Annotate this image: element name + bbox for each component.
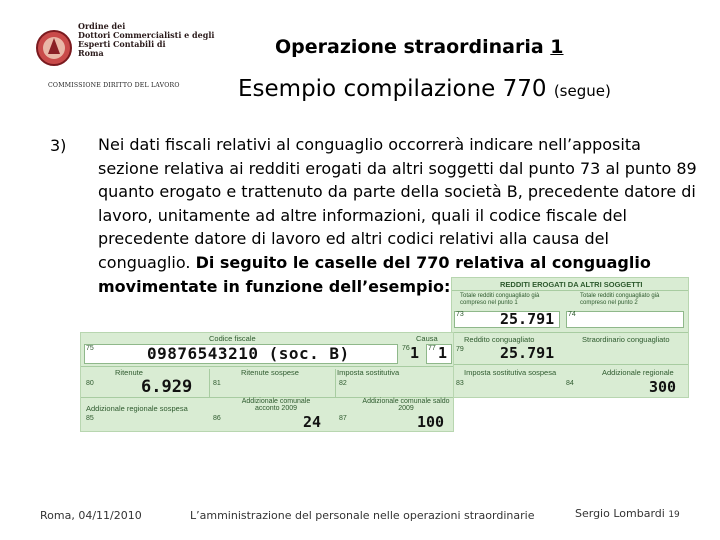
- logo-subtitle: COMMISSIONE DIRITTO DEL LAVORO: [48, 82, 180, 89]
- slide-title: [275, 36, 564, 58]
- form-datore-precedente: [80, 332, 454, 432]
- logo-text: [78, 22, 214, 58]
- field-number-75: 75: [86, 345, 94, 352]
- field-label-80: Straordinario conguagliato: [582, 335, 670, 344]
- paragraph-bold-text: Di seguito le caselle del 770 relativa al conguaglio movimentate in funzione dell’esempio:: [98, 252, 651, 296]
- field-label-addreg: Addizionale regionale sospesa: [86, 404, 188, 413]
- seal-icon: [34, 28, 74, 68]
- divider: [452, 290, 688, 291]
- field-number-83: 83: [456, 380, 464, 387]
- slide-subtitle: [238, 76, 611, 102]
- field-value-79: 25.791: [500, 344, 555, 362]
- field-value-84: 300: [649, 378, 677, 396]
- logo-line: Esperti Contabili di: [78, 39, 166, 49]
- subtitle-text: Esempio compilazione 770: [238, 76, 554, 102]
- divider: [81, 366, 453, 367]
- divider: [209, 369, 210, 397]
- title-number: 1: [550, 36, 564, 58]
- field-value-73: 25.791: [500, 310, 555, 328]
- logo-line: Ordine dei: [78, 21, 126, 31]
- divider: [452, 364, 688, 365]
- page-number: 19: [668, 510, 680, 520]
- footer-date: Roma, 04/11/2010: [40, 509, 142, 522]
- form-redditi-altri-soggetti: [451, 277, 689, 398]
- paragraph-text: Nei dati fiscali relativi al conguaglio occorrerà indicare nell’apposita sezione relativa ai redditi erogati da altri soggetti dal punto 73 al punto 89 quanto erogato e trattenuto da parte della società B, precedente datore di lavoro, unitamente ad altre informazioni, quali il codice fiscale del precedente datore di lavoro ed altri codici relativi alla causa del conguaglio.: [98, 135, 697, 272]
- field-label-saldo: Addizionale comunale saldo 2009: [362, 398, 450, 412]
- field-label-73: Totale redditi conguagliato già compreso nel punto 1: [460, 293, 540, 306]
- title-text: Operazione straordinaria: [275, 36, 551, 58]
- divider: [335, 369, 336, 397]
- field-label-79: Reddito conguagliato: [464, 335, 535, 344]
- field-label-ritenute: Ritenute: [115, 368, 143, 377]
- field-number-79: 79: [456, 346, 464, 353]
- order-logo: [34, 18, 224, 92]
- field-number-80: 80: [86, 380, 94, 387]
- field-label-74: Totale redditi conguagliato già compreso nel punto 2: [580, 293, 660, 306]
- field-number-76: 76: [402, 345, 410, 352]
- field-value-ritenute: 6.929: [141, 377, 193, 397]
- item-number: 3): [50, 136, 67, 155]
- field-label-84: Addizionale regionale: [602, 368, 674, 377]
- field-value-77: 1: [438, 344, 448, 362]
- field-label-imposta: Imposta sostitutiva: [337, 368, 400, 377]
- footer-author: [575, 507, 680, 520]
- field-number-85: 85: [86, 415, 94, 422]
- body-paragraph: [98, 133, 698, 298]
- logo-line: Dottori Commercialisti e degli: [78, 30, 215, 40]
- form-section-header: REDDITI EROGATI DA ALTRI SOGGETTI: [500, 280, 643, 289]
- field-value-cf: 09876543210 (soc. B): [147, 344, 350, 363]
- field-number-87: 87: [339, 415, 347, 422]
- field-value-acconto: 24: [303, 413, 322, 431]
- field-number-82: 82: [339, 380, 347, 387]
- field-number-74: 74: [568, 311, 576, 318]
- logo-line: Roma: [78, 48, 104, 58]
- field-number-86: 86: [213, 415, 221, 422]
- field-value-saldo: 100: [417, 413, 445, 431]
- field-label-cf: Codice fiscale: [209, 334, 256, 343]
- field-label-83: Imposta sostitutiva sospesa: [464, 368, 557, 377]
- footer-author-name: Sergio Lombardi: [575, 507, 665, 520]
- field-label-causa: Causa: [416, 334, 438, 343]
- field-label-sospese: Ritenute sospese: [241, 368, 299, 377]
- field-number-84: 84: [566, 380, 574, 387]
- footer-title: L’amministrazione del personale nelle operazioni straordinarie: [190, 509, 535, 522]
- subtitle-suffix: (segue): [553, 82, 611, 100]
- field-number-81: 81: [213, 380, 221, 387]
- field-label-acconto: Addizionale comunale acconto 2009: [241, 398, 311, 412]
- field-number-77: 77: [428, 345, 436, 352]
- field-box-74: [566, 311, 684, 328]
- field-number-73: 73: [456, 311, 464, 318]
- divider: [452, 332, 688, 333]
- field-value-76: 1: [410, 344, 420, 362]
